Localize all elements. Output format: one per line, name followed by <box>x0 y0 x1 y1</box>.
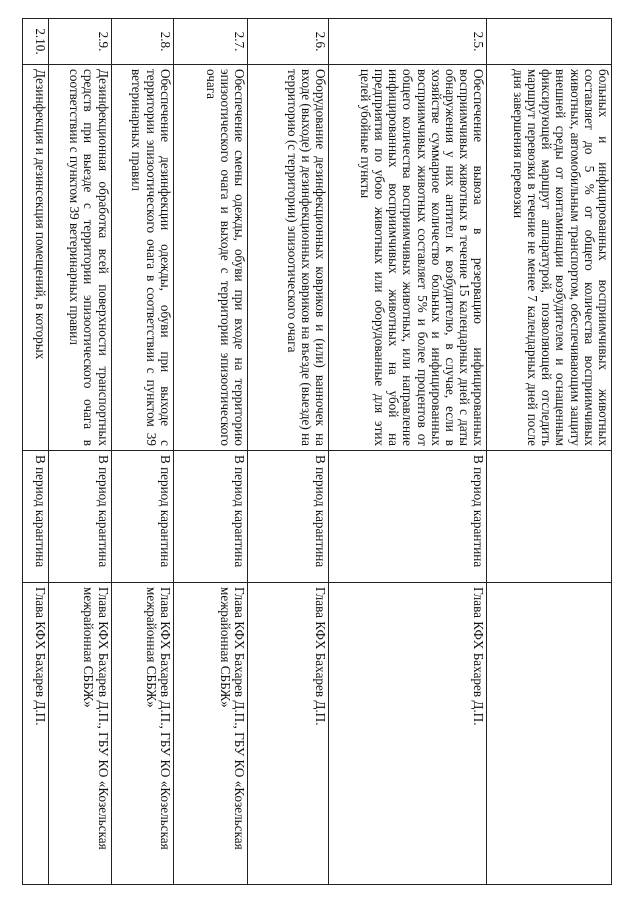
table-row <box>173 19 247 885</box>
row-period: В период карантина <box>173 451 247 583</box>
rotated-page <box>22 18 612 884</box>
row-responsible: Глава КФХ Бахарев Д.П., ГБУ КО «Козельская межрайонная СББЖ» <box>111 583 173 885</box>
row-action: Обеспечение вывоза в резервацию инфицированных восприимчивых животных в течение 15 календарных дней с даты обнаружения у них антител к возбудителю, в случае, если в хозяйстве суммарное количество больных и инфицированных восприимчивых животных составляет 5% и более процентов от общего количества восприимчивых животных, или направление инфицированных восприимчивых животных на убой на предприятия по убою животных или оборудованные для этих целей убойные пункты <box>329 65 487 451</box>
row-responsible: Глава КФХ Бахарев Д.П., ГБУ КО «Козельская межрайонная СББЖ» <box>173 583 247 885</box>
row-action: Дезинфекционная обработка всей поверхности транспортных средств при выезде с территории эпизоотического очага в соответствии с пунктом 39 ветеринарных правил <box>49 65 111 451</box>
row-responsible: Глава КФХ Бахарев Д.П., ГБУ КО «Козельская межрайонная СББЖ» <box>49 583 111 885</box>
row-number: 2.7. <box>173 19 247 65</box>
row-action: больных и инфицированных восприимчивых животных составляет до 5 % от общего количества восприимчивых животных, автомобильным транспортом, обеспечивающим защиту внешней среды от контаминации возбудителем и оснащенным фиксирующей маршрут аппаратурой, позволяющей отследить маршрут перевозки в течение не менее 7 календарных дней после дня завершения перевозки <box>487 65 612 451</box>
row-responsible <box>487 583 612 885</box>
table-row <box>487 19 612 885</box>
row-action: Оборудование дезинфекционных ковриков и (или) ванночек на входе (выходе) и дезинфекционных ковриков на въезде (выезде) на территорию (с территории) эпизоотического очага <box>248 65 329 451</box>
row-responsible: Глава КФХ Бахарев Д.П. <box>248 583 329 885</box>
row-responsible: Глава КФХ Бахарев Д.П. <box>329 583 487 885</box>
row-responsible: Глава КФХ Бахарев Д.П. <box>23 583 49 885</box>
row-number: 2.9. <box>49 19 111 65</box>
row-period: В период карантина <box>23 451 49 583</box>
measures-table <box>22 18 612 885</box>
row-period <box>487 451 612 583</box>
row-number <box>487 19 612 65</box>
row-number: 2.5. <box>329 19 487 65</box>
row-number: 2.10. <box>23 19 49 65</box>
row-period: В период карантина <box>329 451 487 583</box>
table-row <box>248 19 329 885</box>
row-action: Дезинфекция и дезинсекция помещений, в которых <box>23 65 49 451</box>
table-row <box>111 19 173 885</box>
table-row <box>49 19 111 885</box>
row-period: В период карантина <box>248 451 329 583</box>
table-row <box>329 19 487 885</box>
table-row <box>23 19 49 885</box>
row-period: В период карантина <box>111 451 173 583</box>
row-action: Обеспечение дезинфекции одежды, обуви при выходе с территории эпизоотического очага в соответствии с пунктом 39 ветеринарных правил <box>111 65 173 451</box>
row-action: Обеспечение смены одежды, обуви при входе на территорию эпизоотического очага и выходе с территории эпизоотического очага <box>173 65 247 451</box>
row-number: 2.6. <box>248 19 329 65</box>
row-period: В период карантина <box>49 451 111 583</box>
row-number: 2.8. <box>111 19 173 65</box>
